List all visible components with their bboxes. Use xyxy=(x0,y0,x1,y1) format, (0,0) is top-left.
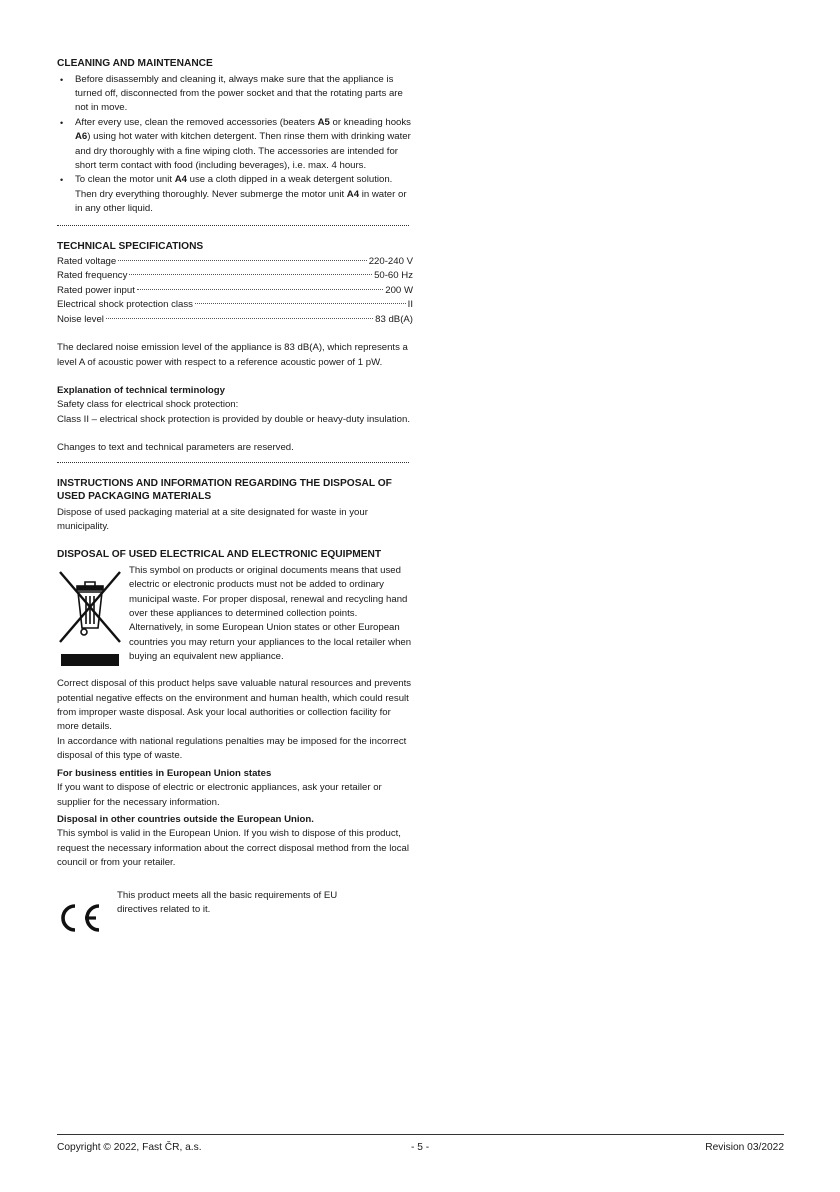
cleaning-item-2 xyxy=(57,116,413,174)
cleaning-list xyxy=(57,73,413,217)
spec-row xyxy=(57,313,413,327)
leader-dots xyxy=(118,260,367,261)
spec-row xyxy=(57,298,413,312)
business-text: If you want to dispose of electric or electronic appliances, ask your retailer or supplier for the necessary information. xyxy=(57,782,382,808)
business-heading: For business entities in European Union states xyxy=(57,767,272,779)
packaging-text: Dispose of used packaging material at a site designated for waste in your municipality. xyxy=(57,506,368,532)
noise-note: The declared noise emission level of the appliance is 83 dB(A), which represents a level A of acoustic power with respect to a reference acoustic power of 1 pW. xyxy=(57,342,408,368)
text: After every use, clean the removed accessories (beaters xyxy=(75,116,318,128)
spacer xyxy=(57,427,413,441)
text: in water or in any other liquid. xyxy=(75,188,407,215)
cleaning-heading: CLEANING AND MAINTENANCE xyxy=(57,58,213,69)
penalty-text: In accordance with national regulations penalties may be imposed for the incorrect disposal of this type of waste. xyxy=(57,735,407,762)
terminology-line-1: Safety class for electrical shock protection: xyxy=(57,399,239,411)
leader-dots xyxy=(106,318,373,319)
outside-eu-heading: Disposal in other countries outside the European Union. xyxy=(57,813,314,825)
ce-block xyxy=(57,889,413,940)
spec-table xyxy=(57,255,413,327)
spacer xyxy=(57,327,413,341)
terminology-line-2: Class II – electrical shock protection is provided by double or heavy-duty insulation. xyxy=(57,413,411,425)
weee-block xyxy=(57,564,413,677)
leader-dots xyxy=(129,274,372,275)
leader-dots xyxy=(137,289,383,290)
part-ref: A4 xyxy=(346,188,360,200)
spacer xyxy=(57,370,413,384)
ce-mark-svg xyxy=(55,901,103,935)
changes-note: Changes to text and technical parameters are reserved. xyxy=(57,442,294,454)
tech-section xyxy=(57,240,413,456)
spec-label: Electrical shock protection class xyxy=(57,299,193,311)
spec-value: 220-240 V xyxy=(368,256,413,268)
text: ) using hot water with kitchen detergent. Then rinse them with drinking water and dry thoroughly with a fine wiping cloth. The accessories are intended for short term contact with food (including beverages), i.e. max. 4 hours. xyxy=(75,131,411,171)
spec-label: Noise level xyxy=(57,313,104,325)
dotted-divider xyxy=(57,462,409,463)
spec-row xyxy=(57,284,413,298)
part-ref: A4 xyxy=(174,174,187,186)
spec-label: Rated power input xyxy=(57,284,135,296)
text: To clean the motor unit xyxy=(75,174,175,186)
crossed-bin-icon xyxy=(57,568,127,677)
weee-heading: DISPOSAL OF USED ELECTRICAL AND ELECTRONIC EQUIPMENT xyxy=(57,549,382,561)
tech-heading: TECHNICAL SPECIFICATIONS xyxy=(57,240,204,252)
part-ref: A6 xyxy=(75,131,88,143)
footer-revision: Revision 03/2022 xyxy=(705,1142,784,1153)
cleaning-item-1: • Before disassembly and cleaning it, always make sure that the appliance is turned off, disconnected from the power socket and that the rotating parts are not in move. xyxy=(57,73,413,116)
correct-disposal-text: Correct disposal of this product helps save valuable natural resources and prevents potential negative effects on the environment and human health, which could result from improper waste disposal. Ask your local authorities or collection facility for more details. xyxy=(57,678,412,733)
ce-mark-icon xyxy=(55,901,107,940)
spec-label: Rated voltage xyxy=(57,256,117,268)
spec-label: Rated frequency xyxy=(57,270,128,282)
spec-row xyxy=(57,269,413,283)
cleaning-section xyxy=(57,57,413,217)
content-column xyxy=(57,57,413,940)
crossed-bin-icon-svg xyxy=(57,568,123,672)
leader-dots xyxy=(195,303,406,304)
spacer xyxy=(57,534,413,548)
spec-value: 83 dB(A) xyxy=(375,313,413,325)
text: use a cloth dipped in a weak detergent solution. Then dry everything thoroughly. Never submerge the motor unit xyxy=(75,174,393,200)
weee-text: This symbol on products or original documents means that used electric or electronic products must not be added to ordinary municipal waste. For proper disposal, renewal and recycling hand over these appliances to determined collection points. Alternatively, in some European Union states or other European countries you may return your appliances to the local retailer when buying an equivalent new appliance. xyxy=(129,564,412,663)
spec-value: 50-60 Hz xyxy=(374,270,413,282)
packaging-heading: INSTRUCTIONS AND INFORMATION REGARDING THE DISPOSAL OF USED PACKAGING MATERIALS xyxy=(57,477,392,503)
footer-page-number: - 5 - xyxy=(411,1142,430,1153)
footer-copyright: Copyright © 2022, Fast ČR, a.s. xyxy=(57,1142,202,1153)
outside-eu-text: This symbol is valid in the European Union. If you wish to dispose of this product, request the necessary information about the correct disposal method from the local council or from your retailer. xyxy=(57,828,409,869)
cleaning-item-3 xyxy=(57,173,413,216)
part-ref: A5 xyxy=(317,116,330,128)
ce-text: This product meets all the basic requirements of EU directives related to it. xyxy=(117,889,338,915)
terminology-heading: Explanation of technical terminology xyxy=(57,384,225,396)
page-footer xyxy=(57,1134,784,1153)
spec-value: 200 W xyxy=(385,284,413,296)
dotted-divider xyxy=(57,225,409,226)
spec-row xyxy=(57,255,413,269)
spec-value: II xyxy=(407,299,413,311)
text: or kneading hooks xyxy=(329,116,411,128)
disposal-section xyxy=(57,477,413,940)
